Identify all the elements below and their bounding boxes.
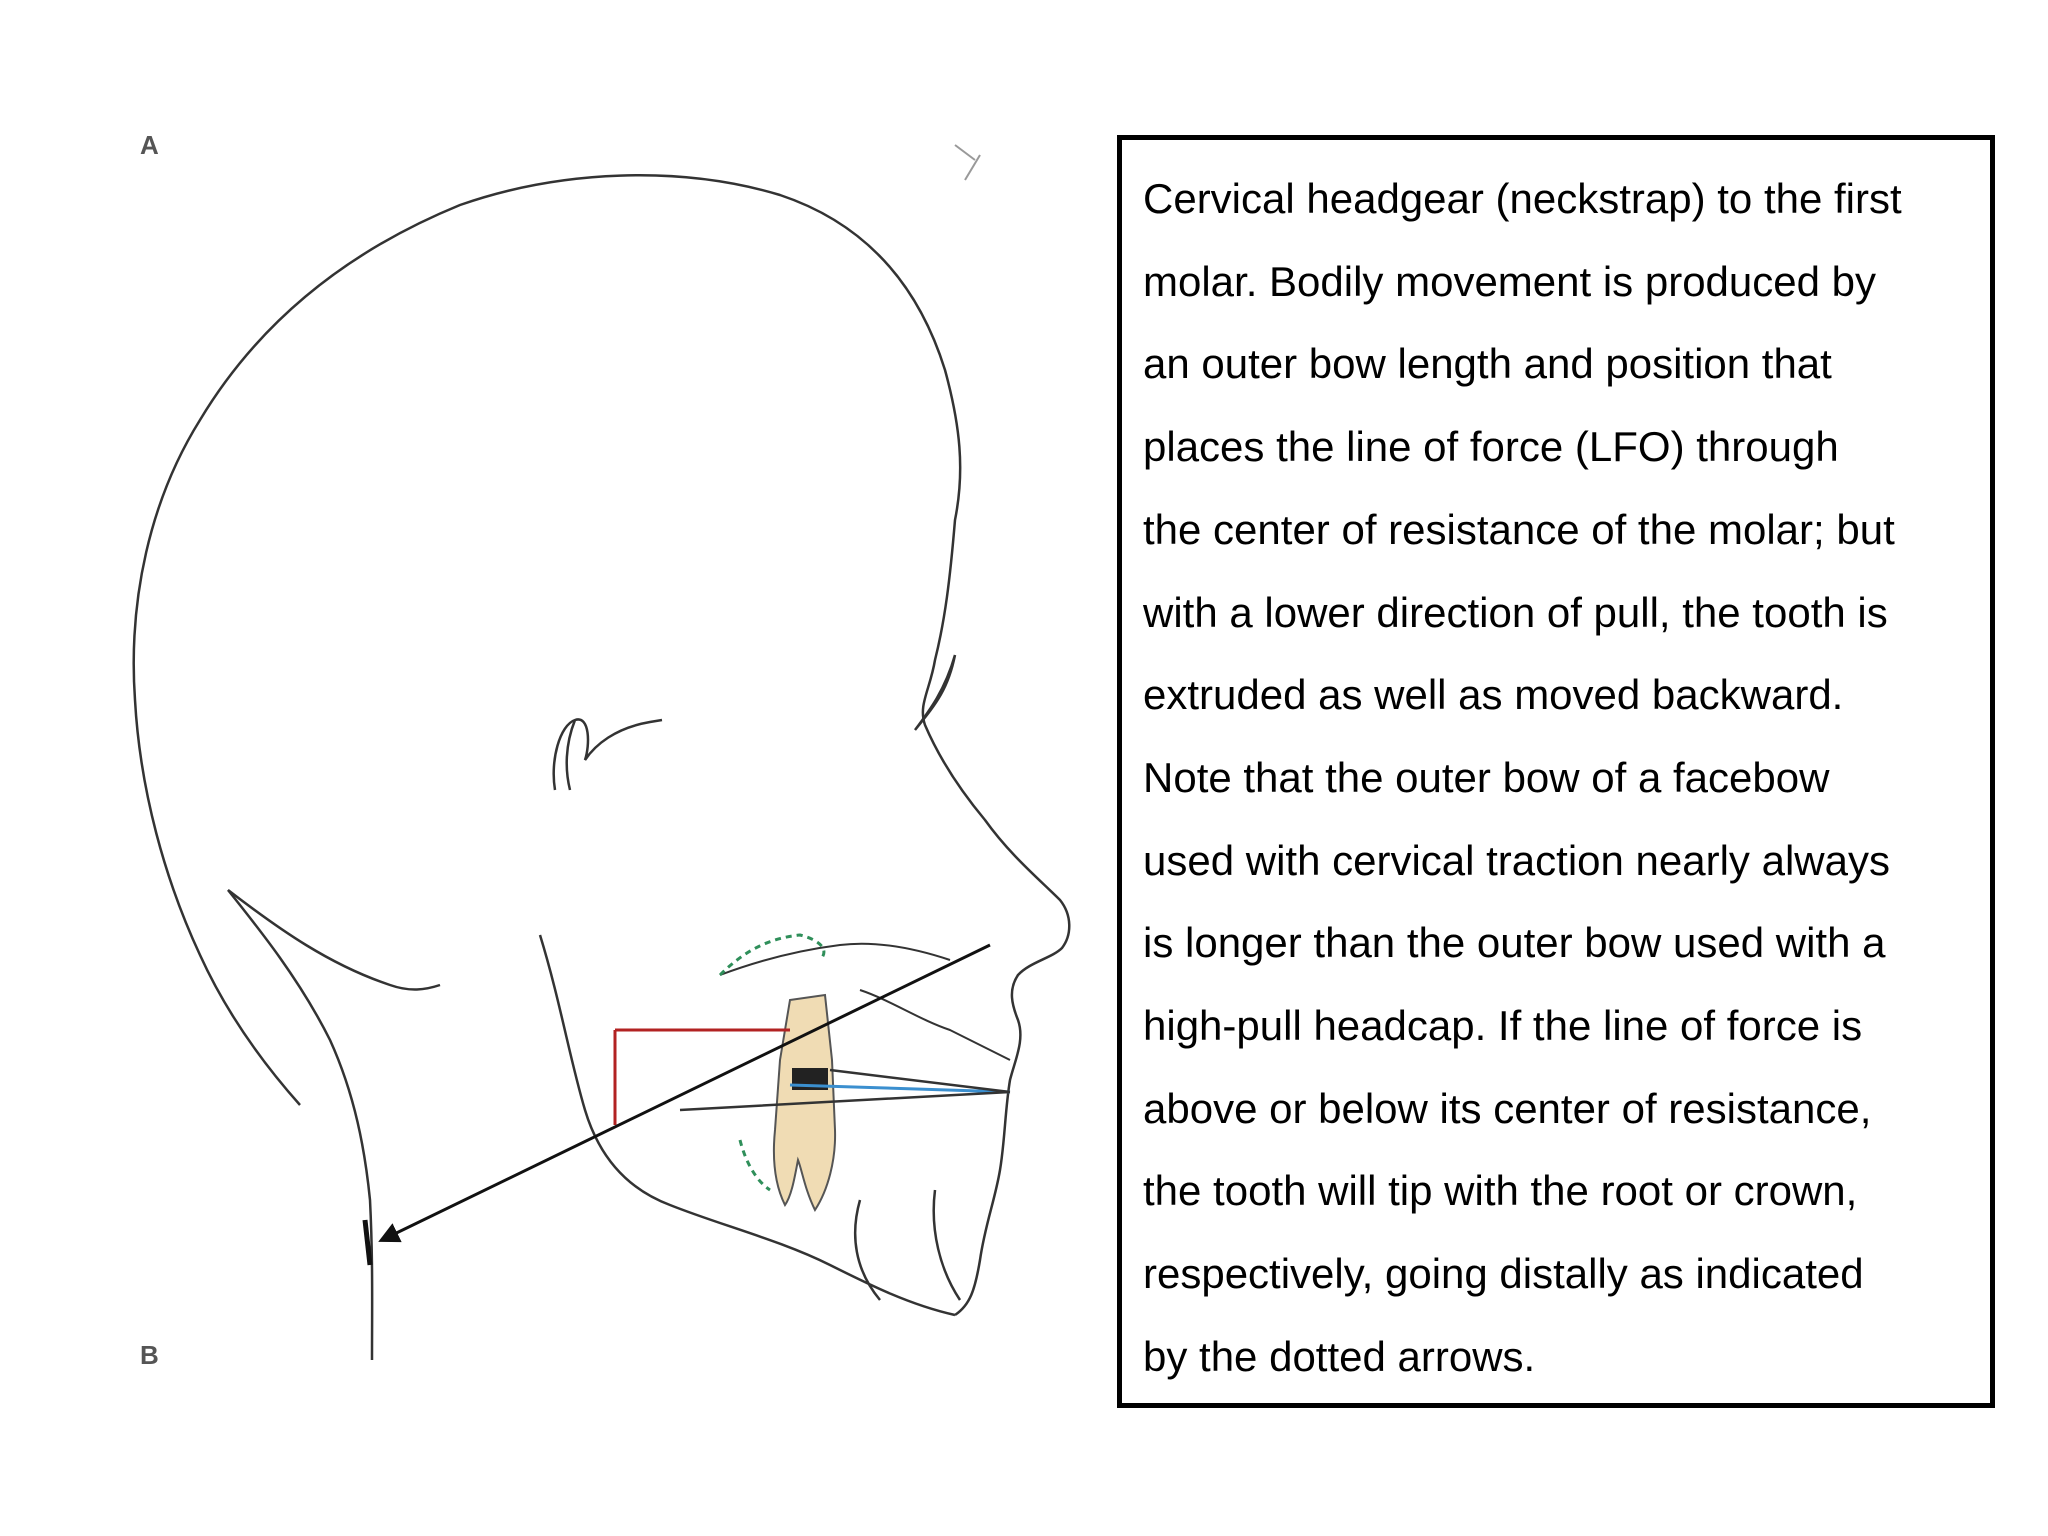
caption-line: an outer bow length and position that: [1143, 340, 1832, 388]
caption-line: respectively, going distally as indicated: [1143, 1250, 1864, 1298]
dotted-arrow-lower: [740, 1140, 770, 1190]
caption-line: high-pull headcap. If the line of force is: [1143, 1002, 1863, 1050]
occipital-curve: [228, 890, 440, 990]
chin-contour: [855, 1190, 960, 1300]
figure-letter-bottom: B: [140, 1340, 159, 1370]
caption-line: with a lower direction of pull, the tooth is: [1143, 588, 1888, 636]
neck-back: [228, 890, 372, 1360]
caption-line: extruded as well as moved backward.: [1143, 671, 1844, 719]
caption-line: the tooth will tip with the root or crown,: [1143, 1167, 1858, 1215]
caption-line: Cervical headgear (neckstrap) to the first: [1143, 175, 1902, 222]
caption-box: [1117, 135, 1995, 1408]
caption-line: is longer than the outer bow used with a: [1143, 919, 1886, 967]
caption-text: [1143, 158, 1983, 1399]
line-of-force-arrow: [382, 945, 990, 1240]
caption-line: above or below its center of resistance,: [1143, 1084, 1872, 1132]
lip-contour: [720, 944, 950, 975]
caption-line: used with cervical traction nearly always: [1143, 836, 1890, 884]
figure-letter-top: A: [140, 130, 159, 160]
scan-mark-top-right: [955, 145, 980, 180]
caption-line: places the line of force (LFO) through: [1143, 423, 1839, 471]
caption-line: the center of resistance of the molar; but: [1143, 505, 1895, 553]
caption-line: Note that the outer bow of a facebow: [1143, 753, 1830, 801]
caption-line: by the dotted arrows.: [1143, 1332, 1536, 1380]
head-outline: [134, 175, 1070, 1315]
caption-line: molar. Bodily movement is produced by: [1143, 257, 1877, 305]
neckstrap-mark: [365, 1220, 370, 1265]
ear: [554, 719, 662, 790]
upper-arch: [860, 990, 1010, 1060]
